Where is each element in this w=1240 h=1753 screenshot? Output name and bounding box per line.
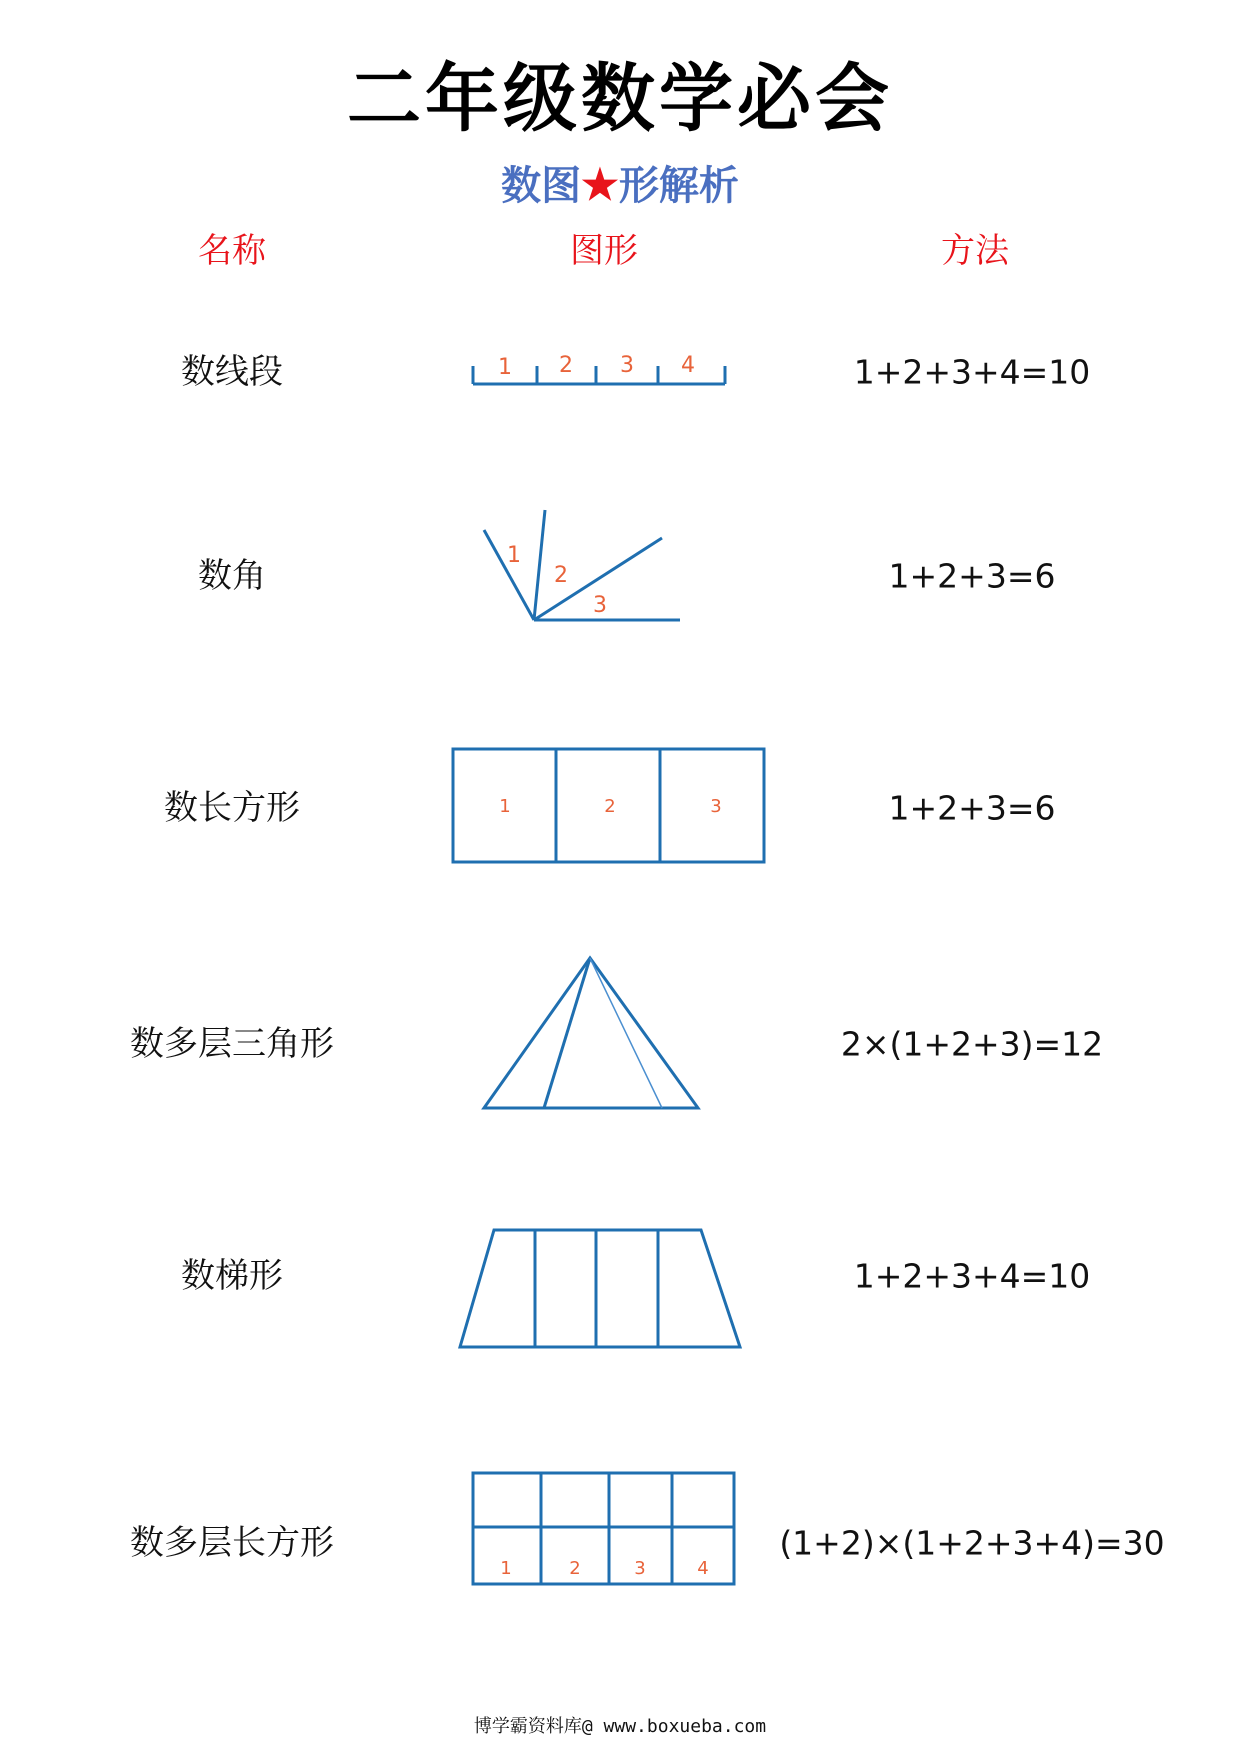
row-method-rectangle: 1+2+3=6: [888, 788, 1056, 828]
page-title: 二年级数学必会: [347, 56, 893, 142]
row-name-trapezoid: 数梯形: [181, 1256, 283, 1296]
segment-number: 1: [498, 355, 512, 380]
multilayer-rectangle-number: 3: [634, 1558, 646, 1579]
row-name-angle: 数角: [198, 556, 266, 596]
row-name-multilayer-triangle: 数多层三角形: [130, 1024, 334, 1064]
figure-multilayer-rectangle: [470, 1470, 740, 1590]
footer-source: 博学霸资料库@ www.boxueba.com: [473, 1716, 767, 1737]
multilayer-rectangle-number: 4: [697, 1558, 709, 1579]
angle-number: 1: [507, 543, 521, 568]
row-method-line-segment: 1+2+3+4=10: [853, 352, 1091, 392]
triangle-outline: [484, 958, 698, 1108]
triangle-inner-line: [590, 958, 662, 1108]
row-method-trapezoid: 1+2+3+4=10: [853, 1256, 1091, 1296]
row-method-multilayer-rectangle: (1+2)×(1+2+3+4)=30: [779, 1523, 1165, 1563]
row-name-multilayer-rectangle: 数多层长方形: [130, 1523, 334, 1563]
rectangle-number: 3: [710, 796, 722, 817]
multilayer-rectangle-number: 1: [500, 1558, 512, 1579]
row-method-angle: 1+2+3=6: [888, 556, 1056, 596]
subtitle-right: 形解析: [618, 162, 739, 209]
row-method-multilayer-triangle: 2×(1+2+3)=12: [840, 1024, 1104, 1064]
star-icon: ★: [581, 160, 619, 209]
figure-multilayer-triangle: [478, 954, 708, 1116]
multilayer-rectangle-number: 2: [569, 1558, 581, 1579]
segment-number: 3: [620, 353, 634, 378]
rectangle-number: 1: [499, 796, 511, 817]
figure-rectangle: [450, 746, 770, 868]
header-name: 名称: [198, 231, 266, 271]
header-figure: 图形: [570, 231, 638, 271]
figure-trapezoid: [456, 1226, 746, 1354]
trapezoid-outline: [460, 1230, 740, 1347]
rectangle-number: 2: [604, 796, 616, 817]
header-method: 方法: [941, 231, 1009, 271]
page-subtitle: [0, 160, 1240, 209]
subtitle-left: 数图: [501, 162, 582, 209]
row-name-rectangle: 数长方形: [164, 788, 300, 828]
figure-angle: [470, 500, 690, 630]
triangle-inner-line: [544, 958, 590, 1108]
segment-number: 4: [681, 353, 695, 378]
angle-number: 3: [593, 593, 607, 618]
row-name-line-segment: 数线段: [181, 352, 283, 392]
angle-number: 2: [554, 563, 568, 588]
angle-ray: [534, 510, 545, 620]
figure-line-segment: [465, 350, 735, 400]
segment-number: 2: [559, 353, 573, 378]
